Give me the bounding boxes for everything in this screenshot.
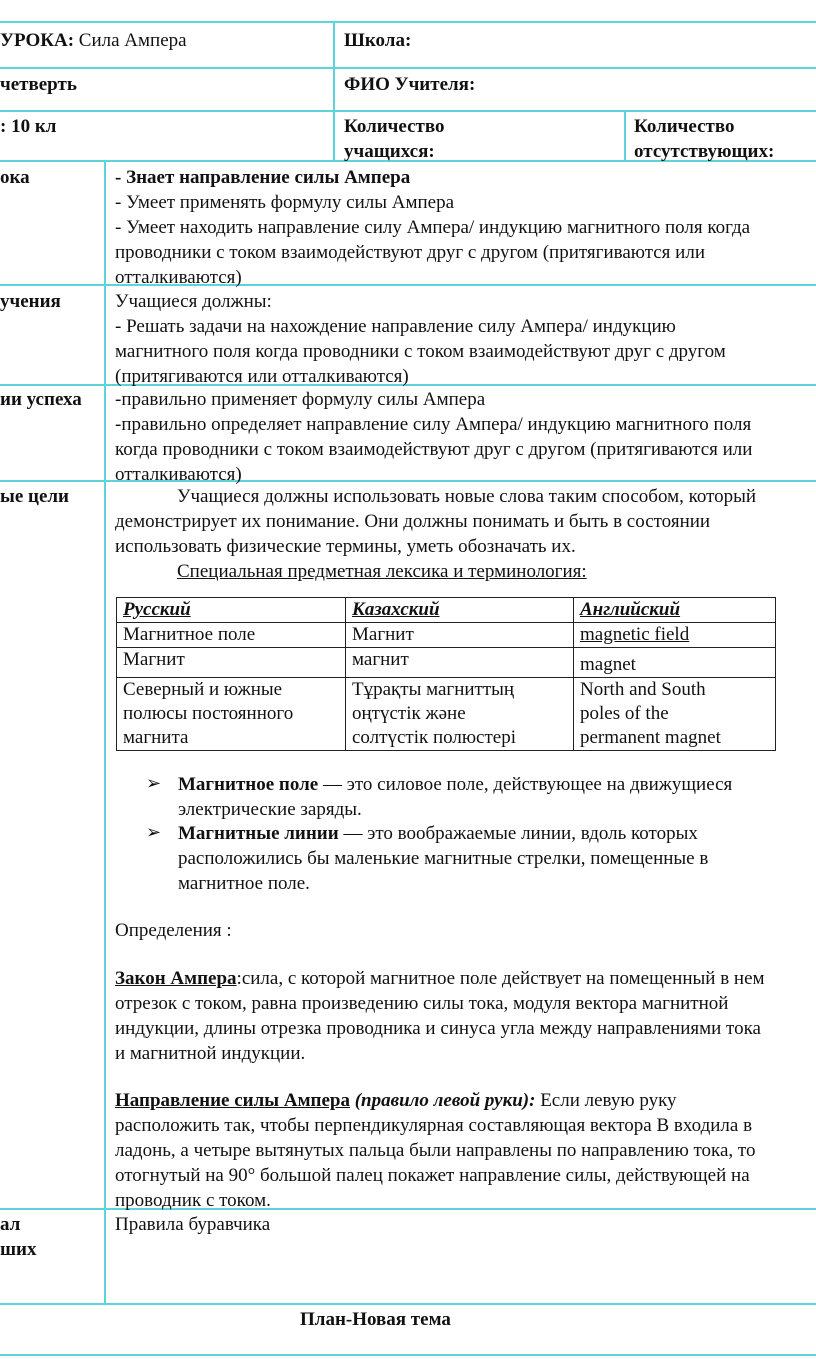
vocab-header: Русский	[117, 598, 346, 623]
vocab-header-row	[117, 598, 776, 623]
bullet-magnetic-field: Магнитное поле — это силовое поле, действующее на движущиеся электрические заряды.	[178, 774, 733, 820]
learning-label: учения	[0, 291, 61, 312]
vocab-table	[116, 597, 776, 751]
lesson-value: Сила Ампера	[78, 30, 187, 51]
success-label: ии успеха	[0, 389, 82, 410]
language-intro: Учащиеся должны использовать новые слова таким способом, который демонстрирует их понимание. Они должны понимать и быть в состоянии использовать физические термины, уметь обозначать их. Специальная предметная лексика и терминология:	[115, 486, 757, 582]
vocab-title: Специальная предметная лексика и терминология:	[177, 561, 587, 582]
arrow-bullet-icon: ➢	[146, 773, 162, 793]
absent-label: Количество отсутствующих:	[634, 116, 775, 162]
ampere-law: Закон Ампера:сила, с которой магнитное поле действует на помещенный в нем отрезок с током, равна произведению силы тока, модуля вектора магнитной индукции, длины отрезка проводника и синуса угла между направлениями тока и магнитной индукции.	[115, 968, 765, 1064]
language-label: ые цели	[0, 486, 70, 507]
left-hand-rule: Направление силы Ампера (правило левой руки): Если левую руку расположить так, чтобы перпендикулярная составляющая вектора В входила в ладонь, а четыре вытянутых пальца были направлены по направлению тока, то отогнутый на 90° большой палец покажет направление силы, действующей на проводник с током.	[115, 1090, 756, 1211]
bullet-magnetic-lines: Магнитные линии — это воображаемые линии, вдоль которых расположились бы маленькие магнитные стрелки, помещенные в магнитное поле.	[178, 823, 709, 894]
goals-label: ока	[0, 167, 30, 188]
grade-label: : 10 кл	[0, 116, 57, 137]
values-text: Правила буравчика	[115, 1214, 271, 1235]
learning-text: Учащиеся должны: - Решать задачи на нахождение направление силу Ампера/ индукцию магнитного поля когда проводники с током взаимодействуют друг с другом (притягиваются или отталкиваются)	[115, 291, 726, 387]
arrow-bullet-icon: ➢	[146, 822, 162, 842]
definitions-label: Определения :	[115, 920, 232, 941]
vocab-header: Казахский	[346, 598, 574, 623]
vocab-header: Английский	[574, 598, 776, 623]
students-label: Количество учащихся:	[344, 116, 445, 162]
lesson-row	[0, 28, 187, 53]
lesson-label: УРОКА:	[0, 30, 75, 51]
goals-text: - Знает направление силы Ампера - Умеет применять формулу силы Ампера - Умеет находить направление силу Ампера/ индукцию магнитного поля когда проводники с током взаимодействуют друг с другом (притягиваются или отталкиваются)	[115, 167, 751, 288]
teacher-label: ФИО Учителя:	[344, 74, 476, 95]
plan-title: План-Новая тема	[300, 1309, 451, 1330]
table-row: Магнит магнит magnet	[117, 648, 776, 678]
table-row: Северный и южные полюсы постоянного магнита Тұрақты магниттың оңтүстік және солтүстік полюстері North and South poles of the permanent magnet	[117, 678, 776, 751]
values-label: ал ших	[0, 1214, 37, 1260]
quarter-label: четверть	[0, 74, 77, 95]
school-label: Школа:	[344, 30, 412, 51]
success-text: -правильно применяет формулу силы Ампера -правильно определяет направление силу Ампера/ индукцию магнитного поля когда проводники с током взаимодействуют друг с другом (притягиваются или отталкиваются)	[115, 389, 753, 485]
table-row: Магнитное поле Магнит magnetic field	[117, 623, 776, 648]
